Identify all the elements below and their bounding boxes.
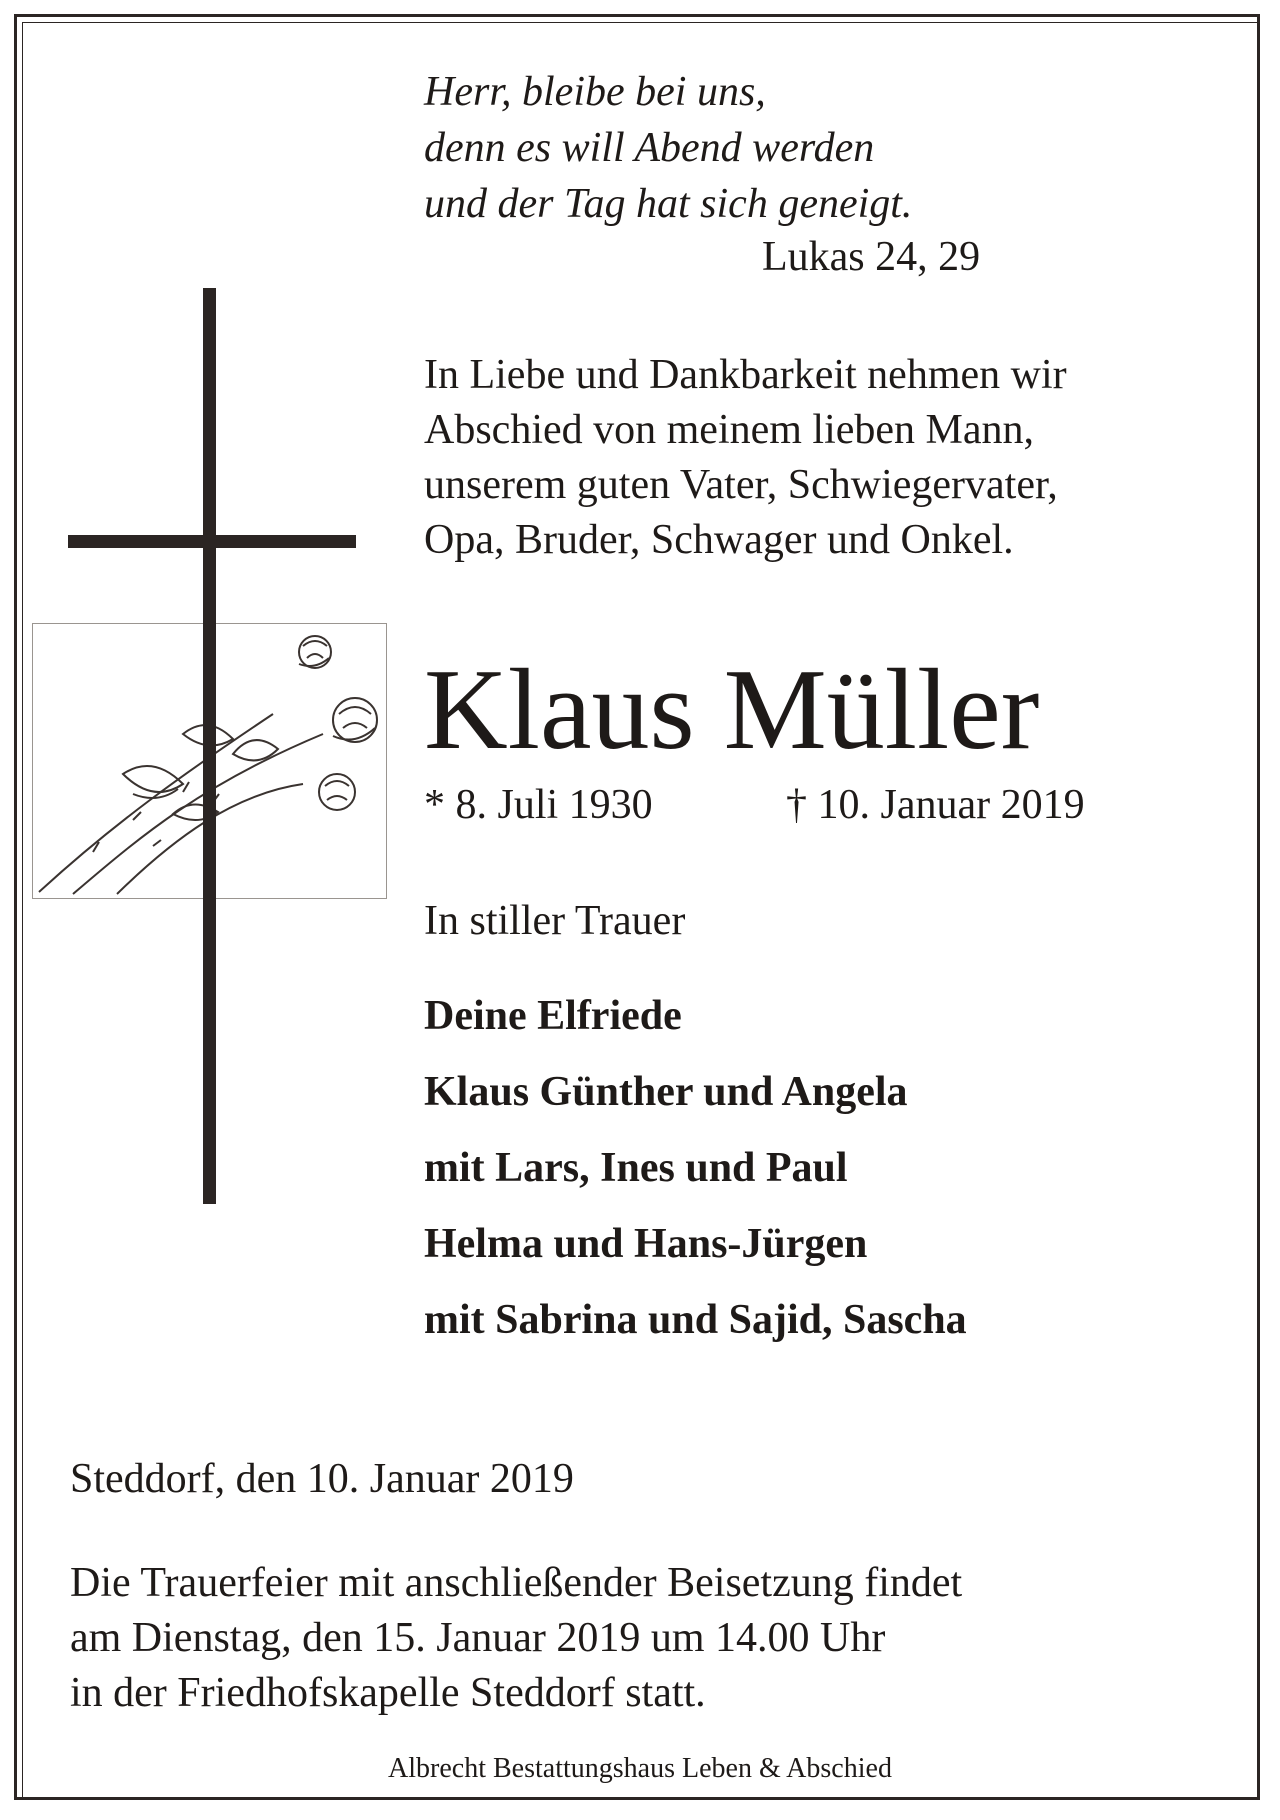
bible-verse <box>424 64 912 232</box>
mourner-line: mit Sabrina und Sajid, Sascha <box>424 1297 967 1343</box>
mourners-list <box>424 978 967 1358</box>
verse-reference: Lukas 24, 29 <box>762 234 981 280</box>
birth-date: * 8. Juli 1930 <box>424 782 653 828</box>
mourning-heading: In stiller Trauer <box>424 898 686 944</box>
mourner-line: Klaus Günther und Angela <box>424 1069 908 1115</box>
death-date: † 10. Januar 2019 <box>786 782 1085 828</box>
verse-line: denn es will Abend werden <box>424 125 875 171</box>
notice-line: Die Trauerfeier mit anschließender Beisetzung findet <box>70 1560 963 1606</box>
funeral-home-footer: Albrecht Bestattungshaus Leben & Abschied <box>388 1753 892 1784</box>
notice-line: in der Friedhofskapelle Steddorf statt. <box>70 1670 706 1716</box>
intro-text <box>424 348 1067 568</box>
life-dates <box>424 780 1085 830</box>
cross-icon <box>203 288 216 1204</box>
intro-line: unserem guten Vater, Schwiegervater, <box>424 462 1058 508</box>
intro-line: Opa, Bruder, Schwager und Onkel. <box>424 517 1014 563</box>
verse-line: und der Tag hat sich geneigt. <box>424 181 913 227</box>
place-and-date: Steddorf, den 10. Januar 2019 <box>70 1456 574 1502</box>
notice-line: am Dienstag, den 15. Januar 2019 um 14.00 Uhr <box>70 1615 886 1661</box>
cross-bar <box>68 535 356 548</box>
intro-line: Abschied von meinem lieben Mann, <box>424 407 1035 453</box>
mourner-line: Helma und Hans-Jürgen <box>424 1221 868 1267</box>
mourner-line: mit Lars, Ines und Paul <box>424 1145 848 1191</box>
funeral-notice <box>70 1556 962 1721</box>
deceased-name: Klaus Müller <box>424 646 1040 774</box>
intro-line: In Liebe und Dankbarkeit nehmen wir <box>424 352 1067 398</box>
mourner-line: Deine Elfriede <box>424 993 682 1039</box>
verse-line: Herr, bleibe bei uns, <box>424 69 766 115</box>
